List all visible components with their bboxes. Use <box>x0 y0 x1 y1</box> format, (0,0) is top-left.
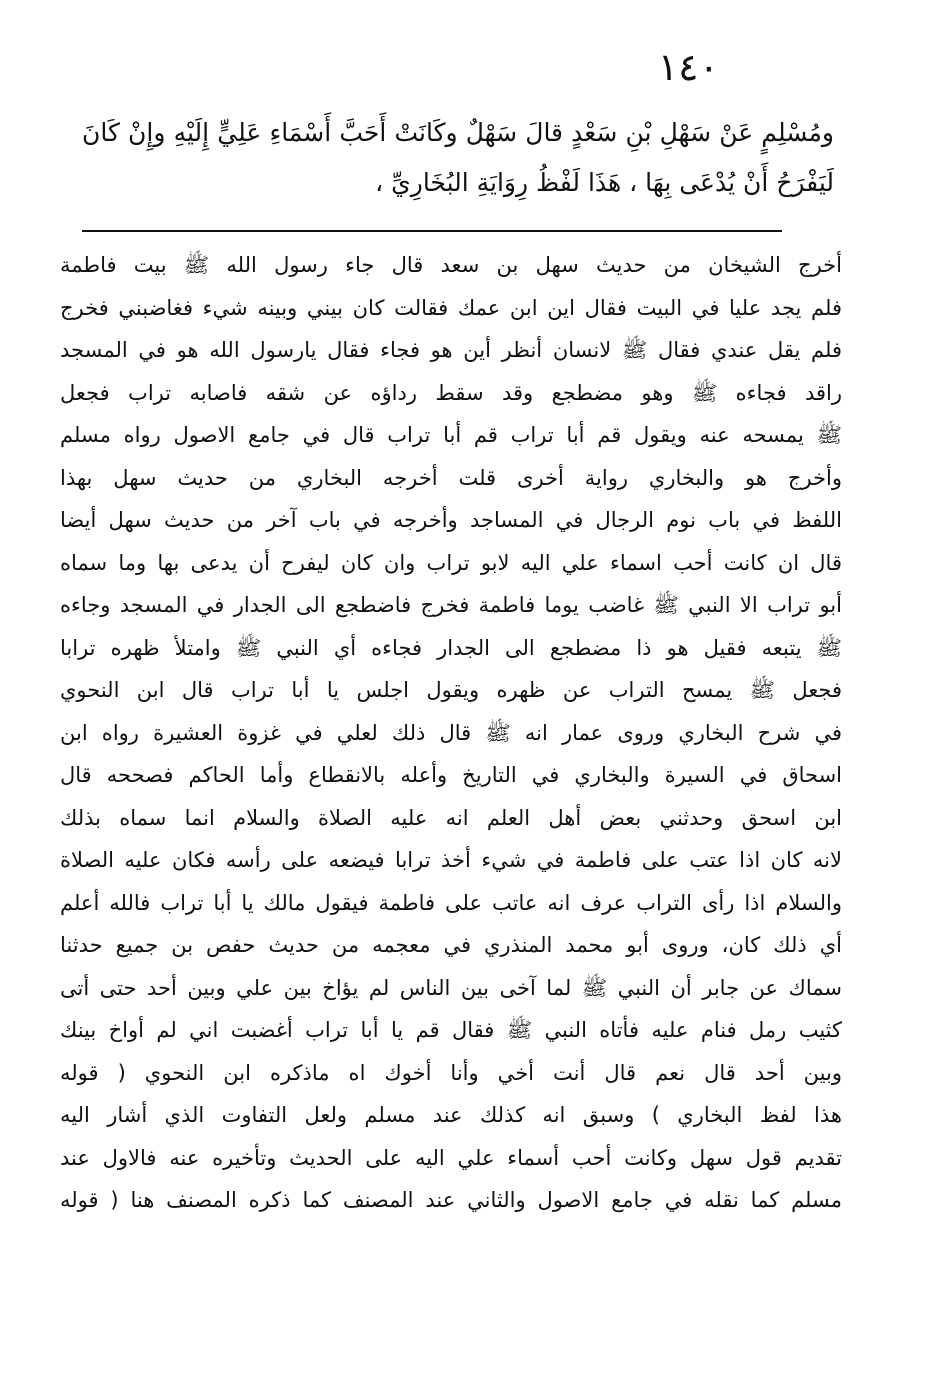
separator-rule <box>82 230 782 232</box>
commentary-line: تقديم قول سهل وكانت أحب أسماء علي اليه على الحديث وتأخيره عنه فالاول عند <box>60 1145 842 1170</box>
commentary-line: فلم يجد عليا في البيت فقال اين ابن عمك فقالت كان بيني وبينه شيء فغاضبني فخرج <box>60 295 842 320</box>
commentary-line: أخرج الشيخان من حديث سهل بن سعد قال جاء رسول الله ﷺ بيت فاطمة <box>60 253 842 277</box>
commentary-line: ﷺ يتبعه فقيل هو ذا مضطجع الى الجدار فجاءه أي النبي ﷺ وامتلأ ظهره ترابا <box>60 635 842 660</box>
main-text-line: ومُسْلِمٍ عَنْ سَهْلِ بْنِ سَعْدٍ قالَ سَهْلٌ وكَانَتْ أَحَبَّ أَسْمَاءِ عَلِيٍّ إِلَيْهِ وإِنْ كَانَ <box>82 118 834 147</box>
commentary-line: كثيب رمل فنام عليه فأتاه النبي ﷺ فقال قم يا أبا تراب أغضبت اني لم أواخ بينك <box>60 1018 842 1042</box>
main-text-block <box>82 108 834 208</box>
commentary-line: أي ذلك كان، وروى أبو محمد المنذري في معجمه من حديث حفص بن جميع حدثنا <box>60 933 842 957</box>
commentary-line: لانه كان اذا عتب على فاطمة في شيء أخذ ترابا فيضعه على رأسه فكان عليه الصلاة <box>60 848 842 872</box>
page-number: ١٤٠ <box>657 45 719 89</box>
commentary-line: أبو تراب الا النبي ﷺ غاضب يوما فاطمة فخرج فاضطجع الى الجدار في المسجد وجاءه <box>60 593 842 617</box>
commentary-line: وبين أحد قال نعم قال أنت أخي وأنا أخوك اه ماذكره ابن النحوي ( قوله <box>60 1060 842 1085</box>
commentary-line: فجعل ﷺ يمسح التراب عن ظهره ويقول اجلس يا أبا تراب قال ابن النحوي <box>60 678 842 702</box>
commentary-line: ابن اسحق وحدثني بعض أهل العلم انه عليه الصلاة والسلام انما سماه بذلك <box>60 805 842 830</box>
commentary-line: اسحاق في السيرة والبخاري في التاريخ وأعله بالانقطاع وأما الحاكم فصححه قال <box>60 763 842 787</box>
commentary-line: ﷺ يمسحه عنه ويقول قم أبا تراب قم أبا تراب قال في جامع الاصول رواه مسلم <box>60 423 842 447</box>
commentary-block <box>60 244 842 1222</box>
commentary-line: هذا لفظ البخاري ) وسبق انه كذلك عند مسلم ولعل التفاوت الذي أشار اليه <box>60 1103 842 1127</box>
commentary-line: في شرح البخاري وروى عمار انه ﷺ قال ذلك لعلي في غزوة العشيرة رواه ابن <box>60 720 842 745</box>
commentary-line: سماك عن جابر أن النبي ﷺ لما آخى بين الناس لم يؤاخ بين علي وبين أحد حتى أتى <box>60 975 842 1000</box>
commentary-line: وأخرج هو والبخاري رواية أخرى قلت أخرجه البخاري من حديث سهل بهذا <box>60 465 842 490</box>
commentary-line: اللفظ في باب نوم الرجال في المساجد وأخرجه في باب آخر من حديث سهل أيضا <box>60 508 842 532</box>
main-text-line: لَيَفْرَحُ أَنْ يُدْعَى بِهَا ، هَذَا لَفْظُ رِوَايَةِ البُخَارِيِّ ، <box>375 168 834 197</box>
commentary-line: قال ان كانت أحب اسماء علي اليه لابو تراب وان كان ليفرح أن يدعى بها وما سماه <box>60 550 842 575</box>
commentary-line: والسلام اذا رأى التراب عرف انه عاتب على فاطمة فيقول مالك يا أبا تراب فالله أعلم <box>60 890 842 915</box>
commentary-line: فلم يقل عندي فقال ﷺ لانسان أنظر أين هو فجاء فقال يارسول الله هو في المسجد <box>60 338 842 362</box>
commentary-line: مسلم كما نقله في جامع الاصول والثاني عند المصنف كما ذكره المصنف هنا ( قوله <box>60 1188 842 1212</box>
commentary-line: راقد فجاءه ﷺ وهو مضطجع وقد سقط رداؤه عن شقه فاصابه تراب فجعل <box>60 380 842 405</box>
